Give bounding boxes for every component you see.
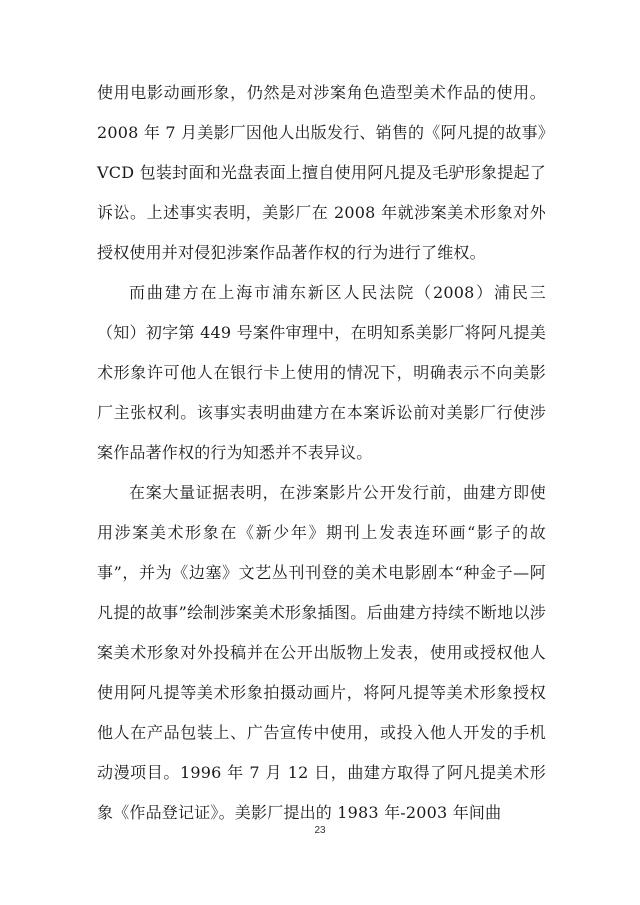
document-body bbox=[97, 73, 546, 833]
paragraph-3: 在案大量证据表明，在涉案影片公开发行前，曲建方即使用涉案美术形象在《新少年》期刊上发表连环画“影子的故事”，并为《边塞》文艺丛刊刊登的美术电影剧本“种金子—阿凡提的故事”绘制涉案美术形象插图。后曲建方持续不断地以涉案美术形象对外投稿并在公开出版物上发表，使用或授权他人使用阿凡提等美术形象拍摄动画片，将阿凡提等美术形象授权他人在产品包装上、广告宣传中使用，或投入他人开发的手机动漫项目。1996 年 7 月 12 日，曲建方取得了阿凡提美术形象《作品登记证》。美影厂提出的 1983 年-2003 年间曲 bbox=[97, 483, 546, 822]
page-number: 23 bbox=[314, 825, 326, 836]
paragraph-2: 而曲建方在上海市浦东新区人民法院（2008）浦民三（知）初字第 449 号案件审理中，在明知系美影厂将阿凡提美术形象许可他人在银行卡上使用的情况下，明确表示不向美影厂主张权利。该事实表明曲建方在本案诉讼前对美影厂行使涉案作品著作权的行为知悉并不表异议。 bbox=[97, 283, 546, 462]
paragraph-1: 使用电影动画形象，仍然是对涉案角色造型美术作品的使用。2008 年 7 月美影厂因他人出版发行、销售的《阿凡提的故事》VCD 包装封面和光盘表面上擅自使用阿凡提及毛驴形象提起了诉讼。上述事实表明，美影厂在 2008 年就涉案美术形象对外授权使用并对侵犯涉案作品著作权的行为进行了维权。 bbox=[97, 83, 546, 262]
